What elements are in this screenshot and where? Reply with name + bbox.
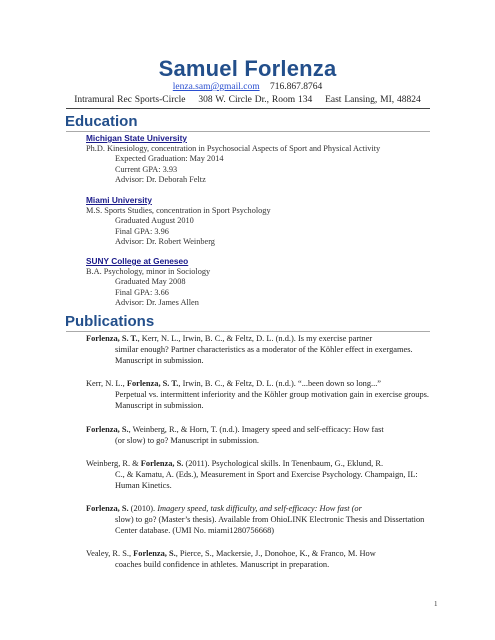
publication-entry (86, 503, 438, 536)
phone-number: 716.867.8764 (269, 82, 323, 92)
publication-entry (86, 548, 438, 570)
address-line (0, 95, 495, 105)
pub-citation: , Pierce, S., Mackersie, J., Donohoe, K., & Franco, M. How (175, 549, 376, 558)
education-entry-msu (86, 133, 380, 186)
degree-text: Ph.D. Kinesiology, concentration in Psychosocial Aspects of Sport and Physical Activity (86, 143, 381, 153)
degree-text: M.S. Sports Studies, concentration in Sport Psychology (86, 205, 271, 215)
detail-line: Graduated May 2008 (115, 277, 186, 286)
pub-continuation: coaches build confidence in athletes. Manuscript in preparation. (115, 560, 330, 569)
resume-name: Samuel Forlenza (158, 56, 337, 81)
pub-author-highlight: Forlenza, S. (140, 459, 184, 468)
pub-author-highlight: Forlenza, S. (86, 504, 129, 513)
school-name: Michigan State University (86, 133, 187, 143)
pub-authors-pre: Vealey, R. S., (86, 549, 134, 558)
publication-entry (86, 333, 438, 366)
education-entry-miami (86, 195, 271, 248)
pub-citation: (2010). (128, 504, 158, 513)
city-address: East Lansing, MI, 48824 (325, 95, 421, 105)
publication-entry (86, 378, 438, 411)
detail-line: Advisor: Dr. Robert Weinberg (115, 237, 215, 246)
pub-author-highlight: Forlenza, S. T. (126, 379, 179, 388)
page-number: 1 (434, 600, 438, 608)
detail-line: Final GPA: 3.66 (115, 287, 169, 297)
email-link[interactable]: lenza.sam@gmail.com (172, 82, 260, 92)
education-divider (66, 131, 430, 132)
pub-authors-pre: Kerr, N. L., (86, 379, 127, 388)
pub-continuation: similar enough? Partner characteristics as a moderator of the Köhler effect in exergames. Manuscript in submission. (115, 345, 413, 365)
publication-entry (86, 424, 438, 446)
detail-line: Final GPA: 3.96 (115, 226, 169, 236)
publications-heading: Publications (65, 313, 155, 330)
pub-author-highlight: Forlenza, S. (133, 549, 176, 558)
school-name: Miami University (86, 195, 152, 205)
pub-continuation: C., & Kamatu, A. (Eds.), Measurement in Sport and Exercise Psychology. Champaign, IL: Human Kinetics. (115, 470, 418, 490)
school-name: SUNY College at Geneseo (86, 256, 189, 266)
contact-line (0, 82, 495, 92)
publication-entry (86, 458, 438, 491)
pub-citation: , Kerr, N. L., Irwin, B. C., & Feltz, D. L. (n.d.). Is my exercise partner (137, 334, 373, 343)
detail-line: Advisor: Dr. Deborah Feltz (115, 175, 206, 184)
detail-line: Graduated August 2010 (115, 216, 194, 225)
education-entry-geneseo (86, 256, 210, 309)
pub-authors-pre: Weinberg, R. & (86, 459, 141, 468)
detail-line: Advisor: Dr. James Allen (115, 298, 199, 307)
header-divider (66, 108, 430, 109)
education-heading: Education (65, 113, 138, 130)
street-address: 308 W. Circle Dr., Room 134 (198, 95, 313, 105)
pub-continuation: (or slow) to go? Manuscript in submission. (115, 436, 259, 445)
office-name: Intramural Rec Sports-Circle (74, 95, 186, 105)
pub-citation: (2011). Psychological skills. In Tenenbaum, G., Eklund, R. (183, 459, 384, 468)
detail-line: Current GPA: 3.93 (115, 164, 178, 174)
pub-author-highlight: Forlenza, S. (86, 425, 129, 434)
pub-title-italic: Imagery speed, task difficulty, and self-efficacy: How fast (or (157, 504, 362, 513)
pub-continuation: slow) to go? (Master’s thesis). Available from OhioLINK Electronic Thesis and Dissertation Center database. (UMI No. miami1280756668) (115, 515, 425, 535)
pub-continuation: Perpetual vs. intermittent inferiority and the Köhler group motivation gain in exercise groups. Manuscript in submission. (115, 390, 429, 410)
detail-line: Expected Graduation: May 2014 (115, 154, 224, 163)
publications-divider (66, 331, 430, 332)
pub-citation: , Irwin, B. C., & Feltz, D. L. (n.d.). “...been down so long...” (178, 379, 382, 388)
pub-citation: , Weinberg, R., & Horn, T. (n.d.). Imagery speed and self-efficacy: How fast (128, 425, 384, 434)
degree-text: B.A. Psychology, minor in Sociology (86, 266, 211, 276)
pub-author-highlight: Forlenza, S. T. (86, 334, 138, 343)
